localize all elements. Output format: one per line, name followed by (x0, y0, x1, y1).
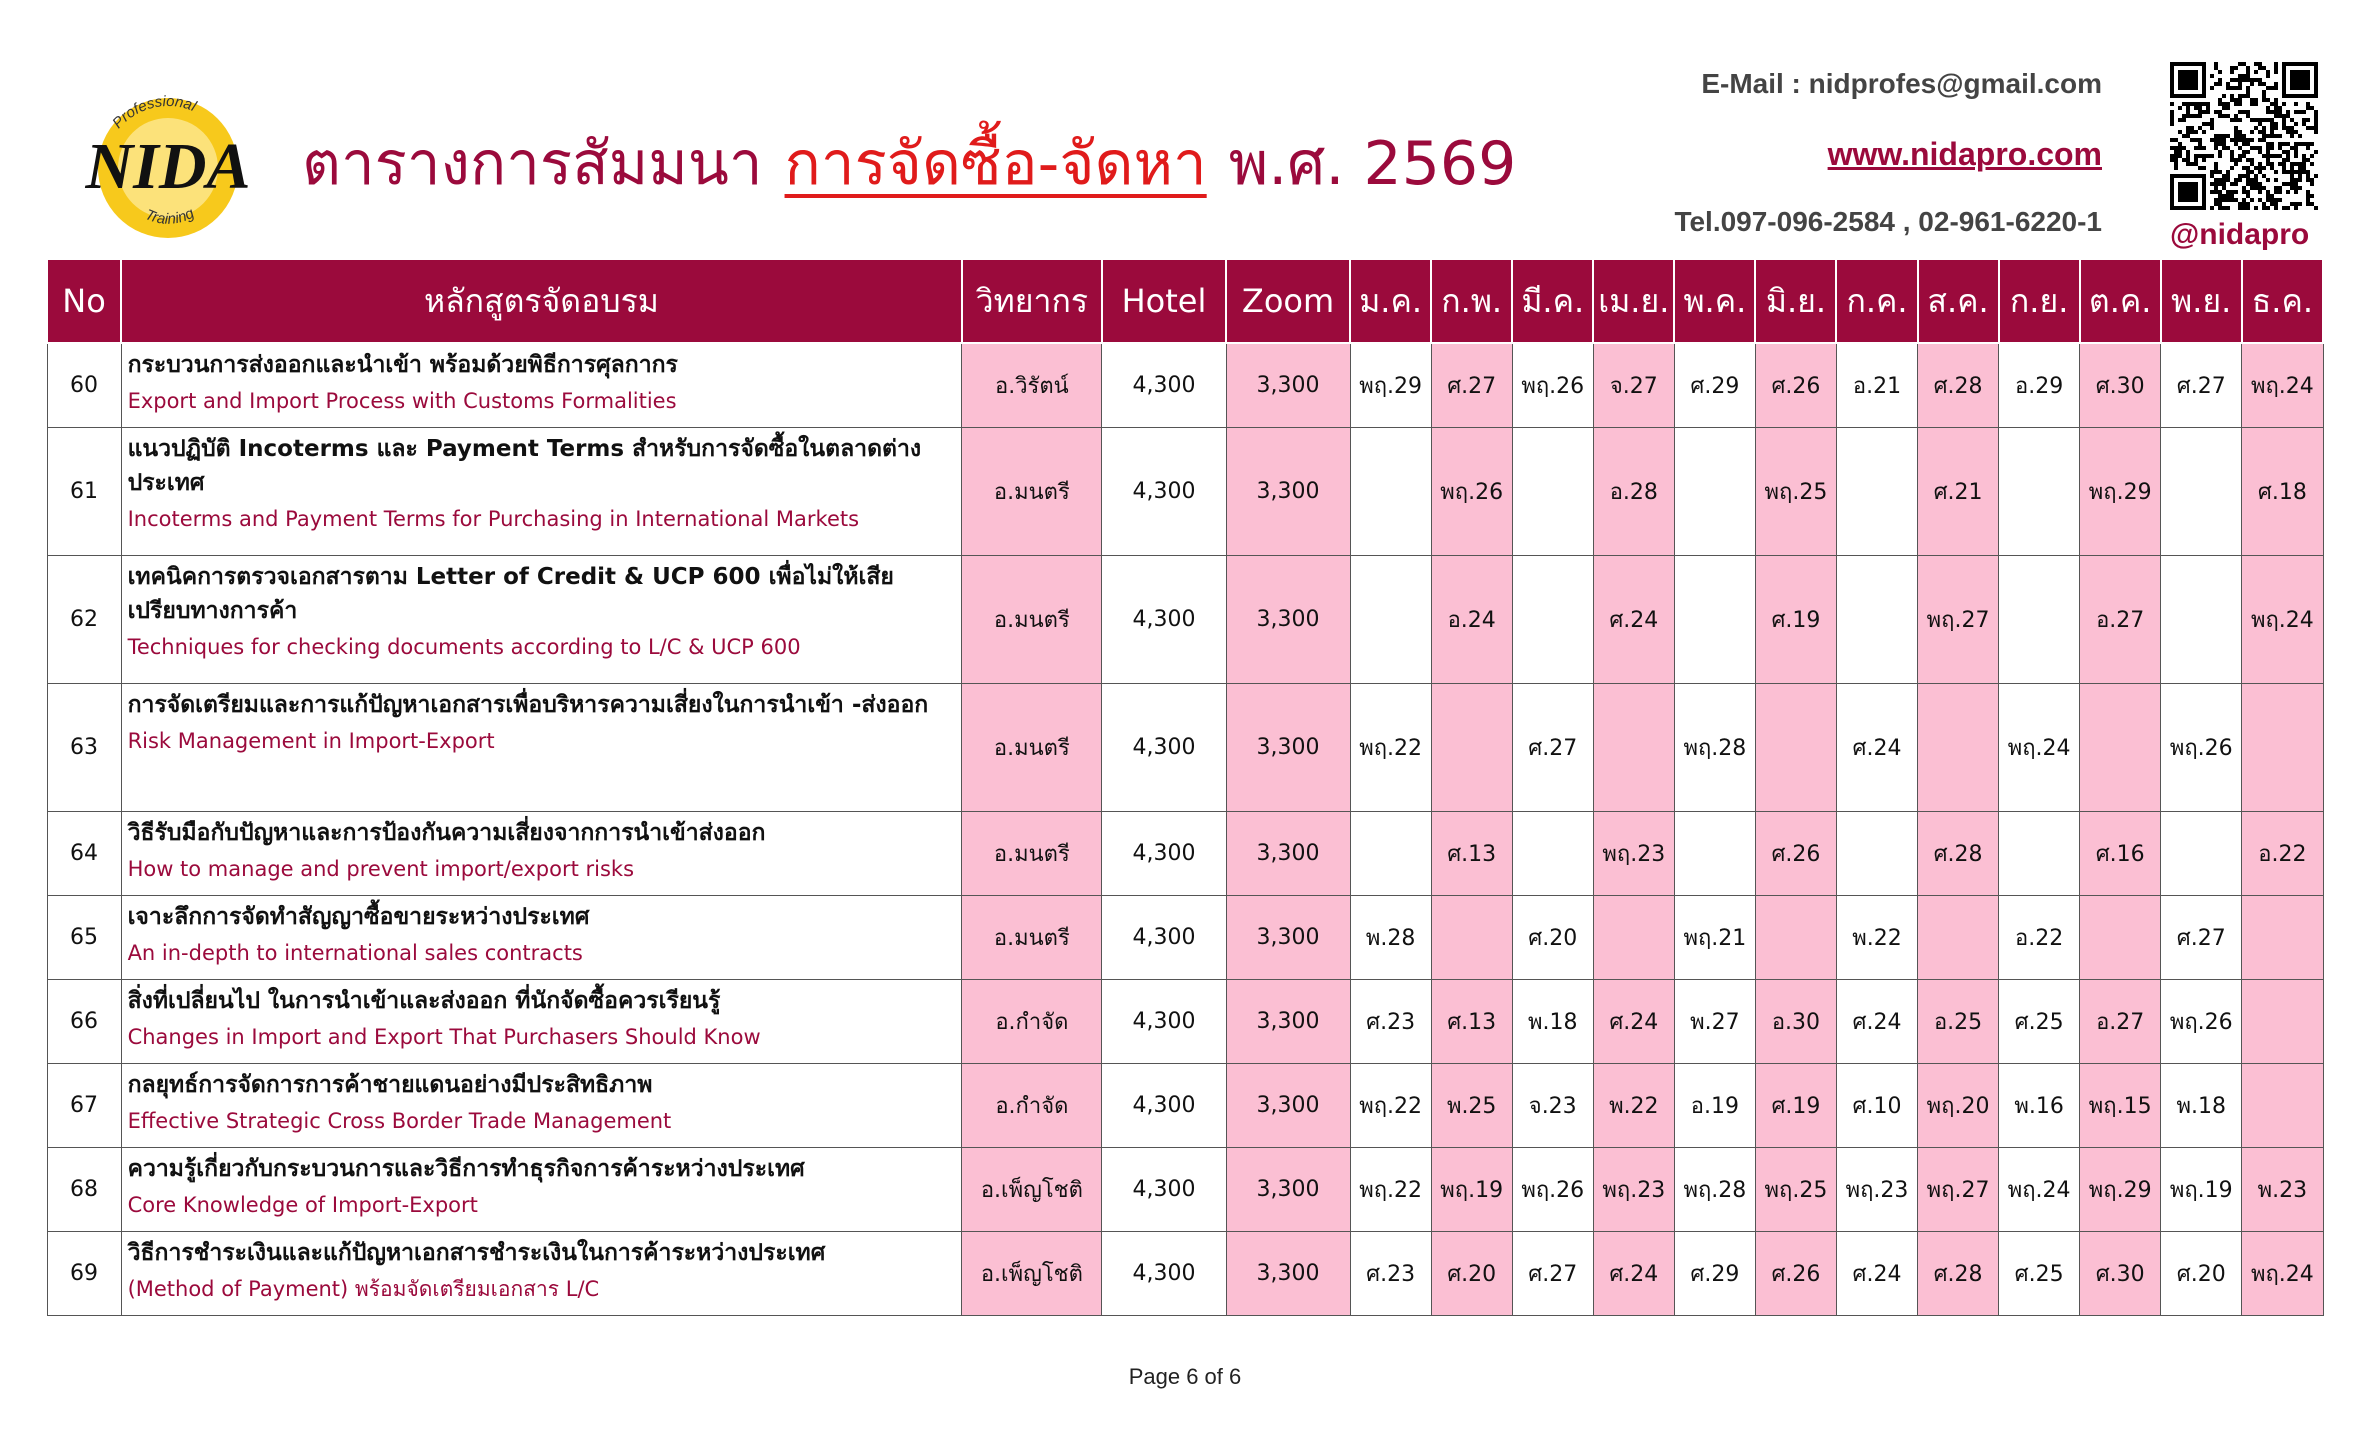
month-date-cell: ศ.24 (1593, 1231, 1674, 1315)
month-date-cell (1755, 683, 1836, 811)
month-date-cell: พ.27 (1674, 979, 1755, 1063)
month-date-cell: พ.16 (1999, 1063, 2080, 1147)
month-date-cell (2242, 1063, 2323, 1147)
month-date-cell: อ.21 (1836, 343, 1917, 427)
month-date-cell (2080, 683, 2161, 811)
month-date-cell: พฤ.22 (1350, 683, 1431, 811)
month-date-cell (1918, 895, 1999, 979)
hotel-price-cell: 4,300 (1102, 895, 1226, 979)
month-date-cell: อ.22 (2242, 811, 2323, 895)
course-cell (121, 683, 962, 811)
col-instructor: วิทยากร (962, 260, 1102, 343)
course-title-thai: เจาะลึกการจัดทำสัญญาซื้อขายระหว่างประเทศ (127, 903, 590, 930)
title-year: พ.ศ. 2569 (1228, 128, 1517, 199)
col-month-may: พ.ค. (1674, 260, 1755, 343)
month-date-cell: ศ.28 (1918, 343, 1999, 427)
month-date-cell: ศ.23 (1350, 1231, 1431, 1315)
course-title-thai: เทคนิคการตรวจเอกสารตาม Letter of Credit & UCP 600 เพื่อไม่ให้เสียเปรียบทางการค้า (127, 563, 894, 624)
month-date-cell (2242, 895, 2323, 979)
table-row (47, 343, 2323, 427)
month-date-cell: พ.22 (1593, 1063, 1674, 1147)
course-cell (121, 1147, 962, 1231)
zoom-price-cell: 3,300 (1226, 1063, 1350, 1147)
month-date-cell: พฤ.22 (1350, 1063, 1431, 1147)
month-date-cell: อ.30 (1755, 979, 1836, 1063)
hotel-price-cell: 4,300 (1102, 683, 1226, 811)
course-title-thai: การจัดเตรียมและการแก้ปัญหาเอกสารเพื่อบริหารความเสี่ยงในการนำเข้า -ส่งออก (127, 691, 929, 718)
contact-email[interactable]: E-Mail : nidprofes@gmail.com (1701, 68, 2102, 99)
month-date-cell: พ.28 (1350, 895, 1431, 979)
zoom-price-cell: 3,300 (1226, 1147, 1350, 1231)
month-date-cell: ศ.24 (1593, 555, 1674, 683)
course-cell (121, 979, 962, 1063)
month-date-cell: ศ.24 (1836, 1231, 1917, 1315)
month-date-cell: ศ.13 (1431, 811, 1512, 895)
col-month-aug: ส.ค. (1918, 260, 1999, 343)
course-title-english: How to manage and prevent import/export risks (127, 856, 635, 881)
col-month-feb: ก.พ. (1431, 260, 1512, 343)
instructor-cell: อ.มนตรี (962, 555, 1102, 683)
month-date-cell (1836, 427, 1917, 555)
instructor-cell: อ.วิรัตน์ (962, 343, 1102, 427)
month-date-cell (1350, 555, 1431, 683)
logo-ring-bottom: Training (142, 204, 197, 228)
logo-text: NIDA (85, 130, 251, 203)
logo-ring-top: Professional (109, 92, 199, 132)
hotel-price-cell: 4,300 (1102, 427, 1226, 555)
month-date-cell: พฤ.23 (1836, 1147, 1917, 1231)
month-date-cell: พ.18 (2161, 1063, 2242, 1147)
course-cell (121, 343, 962, 427)
month-date-cell: ศ.13 (1431, 979, 1512, 1063)
row-number: 60 (47, 343, 121, 427)
month-date-cell (2242, 979, 2323, 1063)
instructor-cell: อ.มนตรี (962, 427, 1102, 555)
table-row (47, 427, 2323, 555)
month-date-cell: พฤ.26 (1431, 427, 1512, 555)
month-date-cell: ศ.24 (1836, 683, 1917, 811)
table-row (47, 683, 2323, 811)
col-no: No (47, 260, 121, 343)
month-date-cell: ศ.27 (1512, 1231, 1593, 1315)
col-month-jan: ม.ค. (1350, 260, 1431, 343)
instructor-cell: อ.มนตรี (962, 895, 1102, 979)
month-date-cell: ศ.19 (1755, 1063, 1836, 1147)
month-date-cell (2161, 811, 2242, 895)
col-zoom: Zoom (1226, 260, 1350, 343)
course-cell (121, 427, 962, 555)
col-month-oct: ต.ค. (2080, 260, 2161, 343)
course-title-english: Techniques for checking documents according to L/C & UCP 600 (127, 634, 801, 659)
course-title-thai: ความรู้เกี่ยวกับกระบวนการและวิธีการทำธุรกิจการค้าระหว่างประเทศ (127, 1155, 805, 1182)
instructor-cell: อ.มนตรี (962, 811, 1102, 895)
month-date-cell: ศ.27 (2161, 343, 2242, 427)
table-header-row (47, 260, 2323, 343)
qr-code-icon (2170, 62, 2318, 210)
course-title-thai: กระบวนการส่งออกและนำเข้า พร้อมด้วยพิธีการศุลกากร (127, 352, 678, 378)
month-date-cell: พฤ.28 (1674, 1147, 1755, 1231)
month-date-cell: พฤ.28 (1674, 683, 1755, 811)
course-cell (121, 895, 962, 979)
month-date-cell: พฤ.19 (2161, 1147, 2242, 1231)
month-date-cell: ศ.30 (2080, 1231, 2161, 1315)
hotel-price-cell: 4,300 (1102, 1063, 1226, 1147)
month-date-cell: พฤ.27 (1918, 555, 1999, 683)
title-topic: การจัดซื้อ-จัดหา (784, 128, 1207, 199)
course-title-thai: กลยุทธ์การจัดการการค้าชายแดนอย่างมีประสิทธิภาพ (127, 1071, 653, 1098)
col-month-jun: มิ.ย. (1755, 260, 1836, 343)
table-row (47, 1147, 2323, 1231)
instructor-cell: อ.เพ็ญโชติ (962, 1231, 1102, 1315)
row-number: 66 (47, 979, 121, 1063)
month-date-cell (2161, 555, 2242, 683)
month-date-cell: พฤ.29 (2080, 427, 2161, 555)
col-month-apr: เม.ย. (1593, 260, 1674, 343)
row-number: 61 (47, 427, 121, 555)
month-date-cell: พฤ.24 (1999, 683, 2080, 811)
month-date-cell: พฤ.23 (1593, 1147, 1674, 1231)
instructor-cell: อ.เพ็ญโชติ (962, 1147, 1102, 1231)
row-number: 67 (47, 1063, 121, 1147)
course-title-english: Core Knowledge of Import-Export (127, 1192, 478, 1217)
month-date-cell: พฤ.21 (1674, 895, 1755, 979)
month-date-cell (2242, 683, 2323, 811)
hotel-price-cell: 4,300 (1102, 555, 1226, 683)
table-row (47, 895, 2323, 979)
month-date-cell: ศ.20 (1512, 895, 1593, 979)
zoom-price-cell: 3,300 (1226, 1231, 1350, 1315)
month-date-cell (1512, 427, 1593, 555)
course-title-english: An in-depth to international sales contracts (127, 940, 583, 965)
month-date-cell: พฤ.26 (2161, 979, 2242, 1063)
course-title-thai: วิธีการชำระเงินและแก้ปัญหาเอกสารชำระเงินในการค้าระหว่างประเทศ (127, 1239, 826, 1266)
month-date-cell: พ.22 (1836, 895, 1917, 979)
course-cell (121, 1231, 962, 1315)
month-date-cell: พฤ.15 (2080, 1063, 2161, 1147)
month-date-cell: พฤ.27 (1918, 1147, 1999, 1231)
page-title (302, 108, 1516, 218)
zoom-price-cell: 3,300 (1226, 895, 1350, 979)
month-date-cell (2161, 427, 2242, 555)
zoom-price-cell: 3,300 (1226, 343, 1350, 427)
month-date-cell: อ.29 (1999, 343, 2080, 427)
month-date-cell (1431, 683, 1512, 811)
col-month-mar: มี.ค. (1512, 260, 1593, 343)
month-date-cell: ศ.23 (1350, 979, 1431, 1063)
month-date-cell: พฤ.24 (2242, 343, 2323, 427)
table-row (47, 1231, 2323, 1315)
month-date-cell: ศ.26 (1755, 343, 1836, 427)
course-cell (121, 555, 962, 683)
month-date-cell: ศ.28 (1918, 1231, 1999, 1315)
hotel-price-cell: 4,300 (1102, 1147, 1226, 1231)
month-date-cell: ศ.18 (2242, 427, 2323, 555)
row-number: 68 (47, 1147, 121, 1231)
seminar-schedule-table (46, 260, 2324, 1316)
col-month-dec: ธ.ค. (2242, 260, 2323, 343)
month-date-cell: พ.18 (1512, 979, 1593, 1063)
website-link[interactable]: www.nidapro.com (1827, 136, 2102, 172)
month-date-cell: ศ.29 (1674, 343, 1755, 427)
month-date-cell: ศ.27 (1512, 683, 1593, 811)
row-number: 62 (47, 555, 121, 683)
month-date-cell (1836, 811, 1917, 895)
month-date-cell: ศ.19 (1755, 555, 1836, 683)
col-month-jul: ก.ค. (1836, 260, 1917, 343)
month-date-cell: พฤ.20 (1918, 1063, 1999, 1147)
col-hotel: Hotel (1102, 260, 1226, 343)
nida-logo (68, 88, 266, 238)
month-date-cell: ศ.24 (1593, 979, 1674, 1063)
month-date-cell: พฤ.29 (1350, 343, 1431, 427)
col-month-sep: ก.ย. (1999, 260, 2080, 343)
course-cell (121, 1063, 962, 1147)
zoom-price-cell: 3,300 (1226, 555, 1350, 683)
month-date-cell: ศ.26 (1755, 1231, 1836, 1315)
zoom-price-cell: 3,300 (1226, 811, 1350, 895)
month-date-cell: พฤ.22 (1350, 1147, 1431, 1231)
hotel-price-cell: 4,300 (1102, 1231, 1226, 1315)
month-date-cell: พฤ.26 (1512, 343, 1593, 427)
course-title-english: (Method of Payment) พร้อมจัดเตรียมเอกสาร L/C (127, 1276, 600, 1301)
hotel-price-cell: 4,300 (1102, 811, 1226, 895)
month-date-cell (1836, 555, 1917, 683)
month-date-cell (1674, 811, 1755, 895)
col-month-nov: พ.ย. (2161, 260, 2242, 343)
hotel-price-cell: 4,300 (1102, 979, 1226, 1063)
month-date-cell: อ.22 (1999, 895, 2080, 979)
month-date-cell: ศ.10 (1836, 1063, 1917, 1147)
month-date-cell (1999, 555, 2080, 683)
month-date-cell (1593, 895, 1674, 979)
month-date-cell (1593, 683, 1674, 811)
month-date-cell: พฤ.19 (1431, 1147, 1512, 1231)
table-row (47, 811, 2323, 895)
month-date-cell (1512, 555, 1593, 683)
course-title-english: Export and Import Process with Customs Formalities (127, 389, 677, 413)
page-number: Page 6 of 6 (1128, 1364, 1242, 1389)
course-title-english: Incoterms and Payment Terms for Purchasing in International Markets (127, 506, 860, 531)
month-date-cell: พฤ.25 (1755, 1147, 1836, 1231)
month-date-cell (1999, 427, 2080, 555)
month-date-cell: จ.27 (1593, 343, 1674, 427)
course-title-thai: แนวปฏิบัติ Incoterms และ Payment Terms สำหรับการจัดซื้อในตลาดต่างประเทศ (127, 435, 922, 496)
month-date-cell: ศ.27 (2161, 895, 2242, 979)
course-title-english: Effective Strategic Cross Border Trade Management (127, 1108, 672, 1133)
month-date-cell: พฤ.24 (1999, 1147, 2080, 1231)
row-number: 69 (47, 1231, 121, 1315)
month-date-cell: ศ.27 (1431, 343, 1512, 427)
month-date-cell: ศ.20 (1431, 1231, 1512, 1315)
course-title-english: Risk Management in Import-Export (127, 728, 495, 753)
month-date-cell: ศ.20 (2161, 1231, 2242, 1315)
course-cell (121, 811, 962, 895)
month-date-cell (1512, 811, 1593, 895)
col-course: หลักสูตรจัดอบรม (121, 260, 962, 343)
zoom-price-cell: 3,300 (1226, 683, 1350, 811)
month-date-cell (1918, 683, 1999, 811)
instructor-cell: อ.มนตรี (962, 683, 1102, 811)
month-date-cell: จ.23 (1512, 1063, 1593, 1147)
month-date-cell: อ.27 (2080, 555, 2161, 683)
month-date-cell: พฤ.24 (2242, 1231, 2323, 1315)
month-date-cell (1999, 811, 2080, 895)
month-date-cell: ศ.16 (2080, 811, 2161, 895)
instructor-cell: อ.กำจัด (962, 979, 1102, 1063)
month-date-cell: ศ.21 (1918, 427, 1999, 555)
course-title-thai: สิ่งที่เปลี่ยนไป ในการนำเข้าและส่งออก ที่นักจัดซื้อควรเรียนรู้ (127, 987, 721, 1014)
month-date-cell: พฤ.25 (1755, 427, 1836, 555)
month-date-cell (1674, 555, 1755, 683)
month-date-cell (1431, 895, 1512, 979)
month-date-cell: อ.25 (1918, 979, 1999, 1063)
month-date-cell (2080, 895, 2161, 979)
month-date-cell: อ.24 (1431, 555, 1512, 683)
month-date-cell (1755, 895, 1836, 979)
month-date-cell: พฤ.26 (2161, 683, 2242, 811)
month-date-cell: พ.25 (1431, 1063, 1512, 1147)
month-date-cell: ศ.26 (1755, 811, 1836, 895)
month-date-cell: ศ.24 (1836, 979, 1917, 1063)
table-row (47, 555, 2323, 683)
month-date-cell (1350, 427, 1431, 555)
hotel-price-cell: 4,300 (1102, 343, 1226, 427)
month-date-cell: ศ.25 (1999, 979, 2080, 1063)
month-date-cell: พ.23 (2242, 1147, 2323, 1231)
table-row (47, 979, 2323, 1063)
month-date-cell: ศ.28 (1918, 811, 1999, 895)
month-date-cell (1674, 427, 1755, 555)
month-date-cell: อ.19 (1674, 1063, 1755, 1147)
table-row (47, 1063, 2323, 1147)
course-title-english: Changes in Import and Export That Purchasers Should Know (127, 1024, 761, 1049)
row-number: 65 (47, 895, 121, 979)
month-date-cell (1350, 811, 1431, 895)
zoom-price-cell: 3,300 (1226, 427, 1350, 555)
month-date-cell: พฤ.29 (2080, 1147, 2161, 1231)
row-number: 63 (47, 683, 121, 811)
contact-phone: Tel.097-096-2584 , 02-961-6220-1 (1674, 206, 2102, 237)
row-number: 64 (47, 811, 121, 895)
month-date-cell: พฤ.26 (1512, 1147, 1593, 1231)
month-date-cell: พฤ.24 (2242, 555, 2323, 683)
month-date-cell: ศ.30 (2080, 343, 2161, 427)
month-date-cell: อ.27 (2080, 979, 2161, 1063)
month-date-cell: ศ.29 (1674, 1231, 1755, 1315)
instructor-cell: อ.กำจัด (962, 1063, 1102, 1147)
zoom-price-cell: 3,300 (1226, 979, 1350, 1063)
month-date-cell: อ.28 (1593, 427, 1674, 555)
course-title-thai: วิธีรับมือกับปัญหาและการป้องกันความเสี่ยงจากการนำเข้าส่งออก (127, 819, 766, 846)
month-date-cell: พฤ.23 (1593, 811, 1674, 895)
month-date-cell: ศ.25 (1999, 1231, 2080, 1315)
title-prefix: ตารางการสัมมนา (302, 128, 763, 199)
social-handle[interactable]: @nidapro (2170, 218, 2310, 251)
